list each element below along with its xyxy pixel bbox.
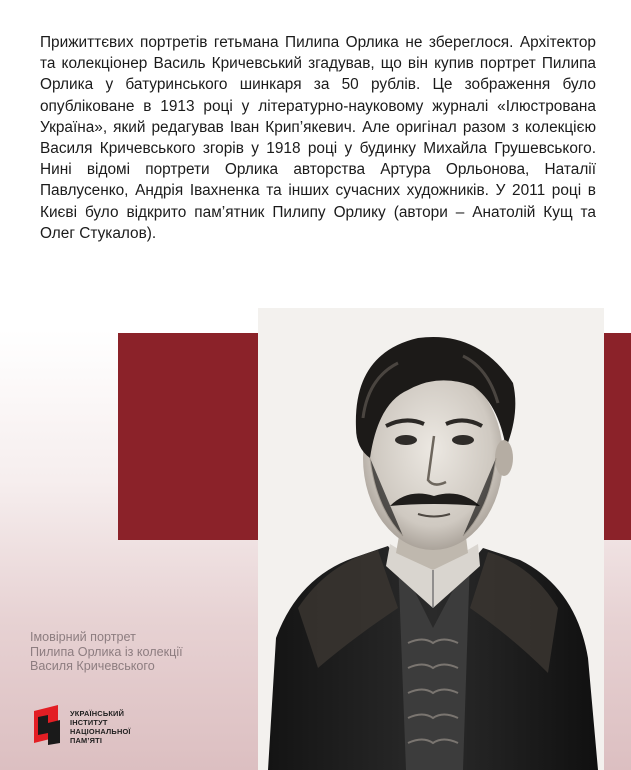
logo-text-line: НАЦІОНАЛЬНОЇ <box>70 727 131 736</box>
logo-text-line: ПАМ’ЯТІ <box>70 736 103 745</box>
article-text: Прижиттєвих портретів гетьмана Пилипа Орлика не збереглося. Архітектор та колекціонер Василь Кричевський згадував, що він купив портрет Пилипа Орлика у батуринського шинкаря за 50 рублів. Це зображення було опубліковане в 1913 році у літературно-науковому журналі «Ілюстрована Україна», який редагував Іван Крип’якевич. Але оригінал разом з колекцією Василя Кричевського згорів у 1918 році у будинку Михайла Грушевського. Нині відомі портрети Орлика авторства Артура Орльонова, Наталії Павлусенко, Андрія Івахненка та інших сучасних художників. У 2011 році в Києві було відкрито пам’ятник Пилипу Орлику (автори – Анатолій Кущ та Олег Стукалов). <box>40 34 596 242</box>
portrait-caption <box>30 630 260 674</box>
uinp-logo-mark-icon <box>30 703 66 745</box>
logo-text-line: УКРАЇНСЬКИЙ <box>70 709 125 718</box>
caption-line: Імовірний портрет <box>30 630 136 644</box>
caption-line: Василя Кричевського <box>30 659 155 673</box>
accent-band-left <box>118 333 258 540</box>
logo-text-line: ІНСТИТУТ <box>70 718 108 727</box>
portrait-image <box>258 308 604 770</box>
accent-band-right <box>604 333 631 540</box>
uinp-logo <box>30 703 250 747</box>
portrait-engraving-icon <box>258 308 604 770</box>
caption-line: Пилипа Орлика із колекції <box>30 644 183 659</box>
